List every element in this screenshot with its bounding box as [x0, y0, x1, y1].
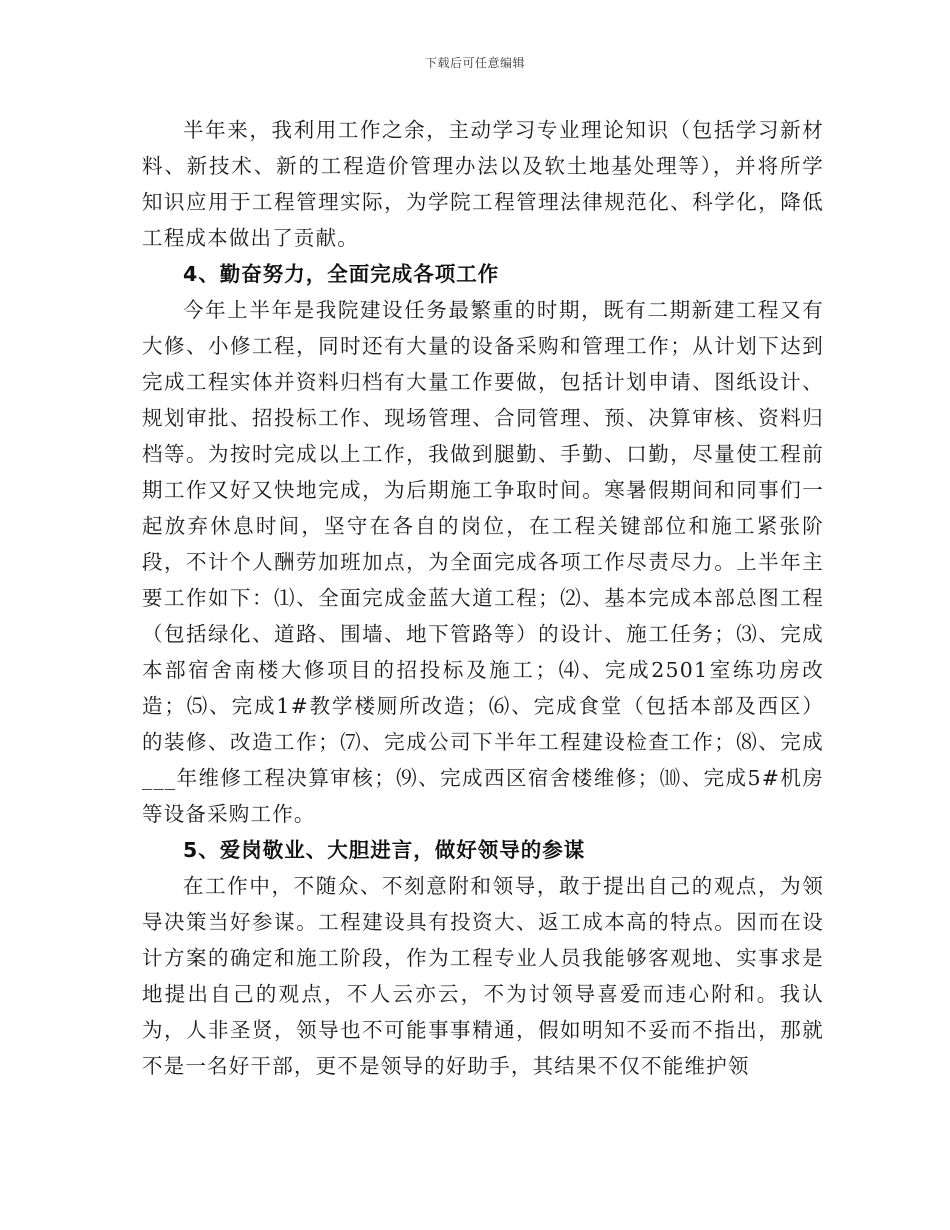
paragraph-study: 半年来，我利用工作之余，主动学习专业理论知识（包括学习新材料、新技术、新的工程造价管理办法以及软土地基处理等），并将所学知识应用于工程管理实际，为学院工程管理法律规范化、科学化，降低工程成本做出了贡献。	[142, 118, 824, 250]
paragraph-advisor: 在工作中，不随众、不刻意附和领导，敢于提出自己的观点，为领导决策当好参谋。工程建设具有投资大、返工成本高的特点。因而在设计方案的确定和施工阶段，作为工程专业人员我能够客观地、实事求是地提出自己的观点，不人云亦云，不为讨领导喜爱而违心附和。我认为，人非圣贤，领导也不可能事事精通，假如明知不妥而不指出，那就不是一名好干部，更不是领导的好助手，其结果不仅不能维护领	[142, 874, 824, 1078]
paragraph-work-summary: 今年上半年是我院建设任务最繁重的时期，既有二期新建工程又有大修、小修工程，同时还有大量的设备采购和管理工作；从计划下达到完成工程实体并资料归档有大量工作要做，包括计划申请、图纸设计、规划审批、招投标工作、现场管理、合同管理、预、决算审核、资料归档等。为按时完成以上工作，我做到腿勤、手勤、口勤，尽量使工程前期工作又好又快地完成，为后期施工争取时间。寒暑假期间和同事们一起放弃休息时间，坚守在各自的岗位，在工程关键部位和施工紧张阶段，不计个人酬劳加班加点，为全面完成各项工作尽责尽力。上半年主要工作如下：⑴、全面完成金蓝大道工程；⑵、基本完成本部总图工程（包括绿化、道路、围墙、地下管路等）的设计、施工任务；⑶、完成本部宿舍南楼大修项目的招投标及施工；⑷、完成2501室练功房改造；⑸、完成1#教学楼厕所改造；⑹、完成食堂（包括本部及西区）的装修、改造工作；⑺、完成公司下半年工程建设检查工作；⑻、完成___年维修工程决算审核；⑼、完成西区宿舍楼维修；⑽、完成5#机房等设备采购工作。	[142, 298, 824, 826]
document-body	[142, 112, 824, 1084]
section-heading-5: 5、爱岗敬业、大胆进言，做好领导的参谋	[183, 838, 586, 862]
page-header: 下载后可任意编辑	[424, 56, 525, 70]
section-heading-4: 4、勤奋努力，全面完成各项工作	[183, 262, 500, 286]
